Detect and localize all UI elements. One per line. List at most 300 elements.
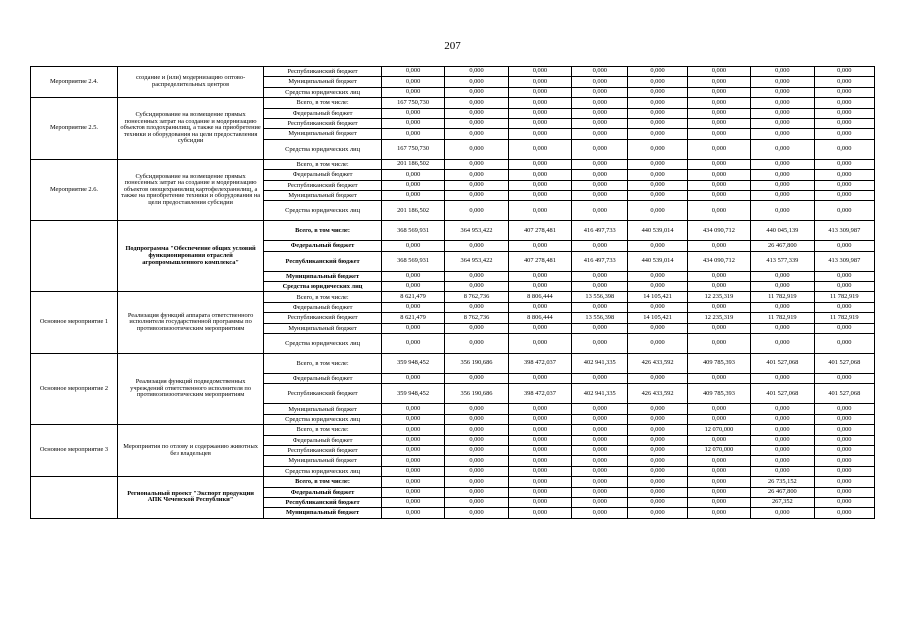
- amount-cell: 0,000: [814, 487, 874, 497]
- funding-source-cell: Федеральный бюджет: [264, 108, 382, 118]
- amount-cell: 0,000: [445, 497, 508, 507]
- amount-cell: 359 948,452: [381, 384, 444, 404]
- table-row: [31, 67, 875, 77]
- event-name-cell: Мероприятие 2.5.: [31, 98, 118, 160]
- amount-cell: 0,000: [445, 487, 508, 497]
- funding-source-cell: Средства юридических лиц: [264, 466, 382, 476]
- amount-cell: 0,000: [628, 425, 687, 435]
- amount-cell: 0,000: [508, 180, 571, 190]
- funding-source-cell: Всего, в том числе:: [264, 425, 382, 435]
- amount-cell: 0,000: [508, 190, 571, 200]
- amount-cell: 0,000: [381, 508, 444, 518]
- amount-cell: 0,000: [381, 282, 444, 292]
- amount-cell: 0,000: [445, 77, 508, 87]
- amount-cell: 0,000: [445, 98, 508, 108]
- amount-cell: 0,000: [381, 323, 444, 333]
- amount-cell: 0,000: [445, 456, 508, 466]
- amount-cell: 0,000: [381, 414, 444, 424]
- amount-cell: 0,000: [508, 487, 571, 497]
- amount-cell: 0,000: [687, 129, 750, 139]
- amount-cell: 0,000: [814, 139, 874, 159]
- amount-cell: 434 090,712: [687, 221, 750, 241]
- budget-table: [30, 66, 875, 519]
- amount-cell: 11 782,919: [814, 313, 874, 323]
- amount-cell: 0,000: [628, 98, 687, 108]
- amount-cell: 0,000: [508, 87, 571, 97]
- amount-cell: 0,000: [687, 456, 750, 466]
- funding-source-cell: Республиканский бюджет: [264, 313, 382, 323]
- amount-cell: 0,000: [445, 334, 508, 354]
- amount-cell: 0,000: [814, 374, 874, 384]
- amount-cell: 0,000: [687, 508, 750, 518]
- amount-cell: 0,000: [814, 497, 874, 507]
- amount-cell: 0,000: [751, 108, 814, 118]
- funding-source-cell: Всего, в том числе:: [264, 354, 382, 374]
- amount-cell: 409 785,393: [687, 384, 750, 404]
- amount-cell: 0,000: [751, 414, 814, 424]
- amount-cell: 0,000: [751, 302, 814, 312]
- amount-cell: 0,000: [572, 456, 628, 466]
- amount-cell: 0,000: [814, 87, 874, 97]
- amount-cell: 0,000: [381, 180, 444, 190]
- amount-cell: 11 782,919: [751, 313, 814, 323]
- amount-cell: 0,000: [687, 466, 750, 476]
- amount-cell: 0,000: [814, 425, 874, 435]
- amount-cell: 0,000: [628, 170, 687, 180]
- amount-cell: 267,352: [751, 497, 814, 507]
- amount-cell: 401 527,068: [814, 384, 874, 404]
- amount-cell: 401 527,068: [751, 354, 814, 374]
- amount-cell: 0,000: [687, 201, 750, 221]
- amount-cell: 0,000: [445, 139, 508, 159]
- amount-cell: 26 467,800: [751, 487, 814, 497]
- funding-source-cell: Республиканский бюджет: [264, 180, 382, 190]
- funding-source-cell: Муниципальный бюджет: [264, 77, 382, 87]
- amount-cell: 14 105,421: [628, 292, 687, 302]
- amount-cell: 409 785,393: [687, 354, 750, 374]
- amount-cell: 0,000: [628, 190, 687, 200]
- funding-source-cell: Республиканский бюджет: [264, 497, 382, 507]
- amount-cell: 0,000: [572, 241, 628, 251]
- amount-cell: 0,000: [508, 139, 571, 159]
- amount-cell: 0,000: [381, 456, 444, 466]
- amount-cell: 0,000: [572, 435, 628, 445]
- amount-cell: 0,000: [628, 323, 687, 333]
- amount-cell: 0,000: [572, 271, 628, 281]
- amount-cell: 0,000: [508, 477, 571, 487]
- amount-cell: 0,000: [687, 118, 750, 128]
- amount-cell: 434 090,712: [687, 251, 750, 271]
- amount-cell: 0,000: [687, 67, 750, 77]
- amount-cell: 440 045,139: [751, 221, 814, 241]
- amount-cell: 0,000: [628, 282, 687, 292]
- amount-cell: 0,000: [572, 414, 628, 424]
- amount-cell: 0,000: [687, 139, 750, 159]
- amount-cell: 8 806,444: [508, 313, 571, 323]
- amount-cell: 0,000: [687, 77, 750, 87]
- amount-cell: 0,000: [628, 497, 687, 507]
- amount-cell: 0,000: [628, 241, 687, 251]
- amount-cell: 402 941,335: [572, 354, 628, 374]
- amount-cell: 401 527,068: [751, 384, 814, 404]
- funding-source-cell: Федеральный бюджет: [264, 374, 382, 384]
- amount-cell: 0,000: [814, 302, 874, 312]
- amount-cell: 0,000: [814, 435, 874, 445]
- amount-cell: 0,000: [814, 201, 874, 221]
- amount-cell: 0,000: [508, 445, 571, 455]
- event-name-cell: Мероприятие 2.6.: [31, 159, 118, 221]
- amount-cell: 0,000: [751, 190, 814, 200]
- amount-cell: 0,000: [381, 477, 444, 487]
- amount-cell: 0,000: [572, 487, 628, 497]
- funding-source-cell: Всего, в том числе:: [264, 221, 382, 241]
- amount-cell: 0,000: [508, 67, 571, 77]
- amount-cell: 0,000: [508, 414, 571, 424]
- amount-cell: 0,000: [687, 108, 750, 118]
- amount-cell: 0,000: [508, 508, 571, 518]
- funding-source-cell: Муниципальный бюджет: [264, 190, 382, 200]
- amount-cell: 11 782,919: [751, 292, 814, 302]
- table-row: [31, 159, 875, 169]
- amount-cell: 0,000: [508, 334, 571, 354]
- amount-cell: 0,000: [572, 445, 628, 455]
- amount-cell: 0,000: [687, 159, 750, 169]
- amount-cell: 402 941,335: [572, 384, 628, 404]
- amount-cell: 0,000: [381, 374, 444, 384]
- amount-cell: 0,000: [628, 477, 687, 487]
- amount-cell: 0,000: [628, 118, 687, 128]
- event-name-cell: [31, 477, 118, 519]
- amount-cell: 0,000: [628, 435, 687, 445]
- amount-cell: 12 070,000: [687, 445, 750, 455]
- amount-cell: 0,000: [751, 201, 814, 221]
- amount-cell: 0,000: [687, 323, 750, 333]
- amount-cell: 0,000: [687, 497, 750, 507]
- amount-cell: 8 621,479: [381, 313, 444, 323]
- amount-cell: 0,000: [572, 374, 628, 384]
- amount-cell: 0,000: [687, 302, 750, 312]
- amount-cell: 0,000: [445, 67, 508, 77]
- amount-cell: 0,000: [628, 159, 687, 169]
- amount-cell: 0,000: [814, 98, 874, 108]
- amount-cell: 0,000: [381, 118, 444, 128]
- amount-cell: 0,000: [751, 98, 814, 108]
- amount-cell: 167 750,730: [381, 139, 444, 159]
- amount-cell: 201 186,502: [381, 201, 444, 221]
- amount-cell: 0,000: [814, 445, 874, 455]
- amount-cell: 0,000: [572, 404, 628, 414]
- amount-cell: 0,000: [445, 302, 508, 312]
- amount-cell: 356 190,686: [445, 384, 508, 404]
- amount-cell: 0,000: [508, 159, 571, 169]
- table-row: [31, 425, 875, 435]
- amount-cell: 0,000: [445, 190, 508, 200]
- amount-cell: 0,000: [572, 118, 628, 128]
- amount-cell: 0,000: [751, 466, 814, 476]
- amount-cell: 0,000: [687, 271, 750, 281]
- amount-cell: 0,000: [628, 404, 687, 414]
- amount-cell: 167 750,730: [381, 98, 444, 108]
- funding-source-cell: Всего, в том числе:: [264, 98, 382, 108]
- amount-cell: 0,000: [751, 77, 814, 87]
- amount-cell: 0,000: [445, 159, 508, 169]
- amount-cell: 440 539,014: [628, 221, 687, 241]
- funding-source-cell: Муниципальный бюджет: [264, 271, 382, 281]
- amount-cell: 0,000: [628, 77, 687, 87]
- amount-cell: 0,000: [751, 374, 814, 384]
- amount-cell: 11 782,919: [814, 292, 874, 302]
- amount-cell: 0,000: [445, 466, 508, 476]
- table-row: [31, 98, 875, 108]
- amount-cell: 0,000: [751, 435, 814, 445]
- amount-cell: 12 070,000: [687, 425, 750, 435]
- amount-cell: 356 190,686: [445, 354, 508, 374]
- amount-cell: 440 539,014: [628, 251, 687, 271]
- amount-cell: 0,000: [814, 477, 874, 487]
- funding-source-cell: Муниципальный бюджет: [264, 404, 382, 414]
- amount-cell: 0,000: [445, 87, 508, 97]
- amount-cell: 0,000: [572, 159, 628, 169]
- amount-cell: 0,000: [508, 98, 571, 108]
- amount-cell: 0,000: [628, 414, 687, 424]
- amount-cell: 0,000: [508, 466, 571, 476]
- amount-cell: 0,000: [687, 435, 750, 445]
- amount-cell: 0,000: [572, 190, 628, 200]
- funding-source-cell: Муниципальный бюджет: [264, 508, 382, 518]
- amount-cell: 0,000: [628, 87, 687, 97]
- funding-source-cell: Средства юридических лиц: [264, 414, 382, 424]
- amount-cell: 0,000: [814, 129, 874, 139]
- amount-cell: 13 556,398: [572, 292, 628, 302]
- amount-cell: 0,000: [572, 87, 628, 97]
- amount-cell: 0,000: [445, 241, 508, 251]
- amount-cell: 398 472,037: [508, 384, 571, 404]
- amount-cell: 0,000: [687, 374, 750, 384]
- amount-cell: 13 556,398: [572, 313, 628, 323]
- amount-cell: 0,000: [751, 129, 814, 139]
- amount-cell: 0,000: [814, 118, 874, 128]
- funding-source-cell: Федеральный бюджет: [264, 487, 382, 497]
- amount-cell: 0,000: [381, 435, 444, 445]
- amount-cell: 0,000: [814, 170, 874, 180]
- event-description-cell: Реализация функций подведомственных учреждений ответственного исполнителя по противоэпизоотическим мероприятиям: [117, 354, 263, 425]
- amount-cell: 0,000: [445, 180, 508, 190]
- funding-source-cell: Всего, в том числе:: [264, 477, 382, 487]
- amount-cell: 0,000: [628, 180, 687, 190]
- amount-cell: 0,000: [572, 282, 628, 292]
- amount-cell: 426 433,592: [628, 384, 687, 404]
- amount-cell: 0,000: [508, 201, 571, 221]
- funding-source-cell: Средства юридических лиц: [264, 201, 382, 221]
- amount-cell: 8 762,736: [445, 292, 508, 302]
- amount-cell: 0,000: [628, 508, 687, 518]
- amount-cell: 0,000: [445, 404, 508, 414]
- amount-cell: 0,000: [381, 129, 444, 139]
- amount-cell: 14 105,421: [628, 313, 687, 323]
- amount-cell: 12 235,319: [687, 313, 750, 323]
- amount-cell: 0,000: [814, 271, 874, 281]
- amount-cell: 0,000: [628, 456, 687, 466]
- amount-cell: 0,000: [572, 302, 628, 312]
- table-row: [31, 221, 875, 241]
- amount-cell: 0,000: [687, 98, 750, 108]
- amount-cell: 0,000: [751, 87, 814, 97]
- funding-source-cell: Всего, в том числе:: [264, 292, 382, 302]
- amount-cell: 413 577,339: [751, 251, 814, 271]
- funding-source-cell: Муниципальный бюджет: [264, 129, 382, 139]
- amount-cell: 0,000: [445, 170, 508, 180]
- amount-cell: 0,000: [814, 414, 874, 424]
- amount-cell: 0,000: [751, 425, 814, 435]
- amount-cell: 0,000: [628, 139, 687, 159]
- amount-cell: 0,000: [445, 201, 508, 221]
- amount-cell: 0,000: [572, 334, 628, 354]
- amount-cell: 0,000: [381, 170, 444, 180]
- amount-cell: 0,000: [687, 414, 750, 424]
- amount-cell: 0,000: [628, 374, 687, 384]
- amount-cell: 359 948,452: [381, 354, 444, 374]
- amount-cell: 0,000: [628, 201, 687, 221]
- amount-cell: 0,000: [572, 425, 628, 435]
- funding-source-cell: Федеральный бюджет: [264, 435, 382, 445]
- funding-source-cell: Средства юридических лиц: [264, 334, 382, 354]
- amount-cell: 0,000: [687, 180, 750, 190]
- amount-cell: 0,000: [751, 445, 814, 455]
- amount-cell: 0,000: [572, 497, 628, 507]
- funding-source-cell: Федеральный бюджет: [264, 302, 382, 312]
- amount-cell: 0,000: [814, 67, 874, 77]
- amount-cell: 0,000: [572, 67, 628, 77]
- amount-cell: 0,000: [508, 77, 571, 87]
- amount-cell: 0,000: [508, 374, 571, 384]
- amount-cell: 0,000: [687, 404, 750, 414]
- funding-source-cell: Средства юридических лиц: [264, 87, 382, 97]
- amount-cell: 0,000: [381, 334, 444, 354]
- amount-cell: 0,000: [572, 129, 628, 139]
- amount-cell: 0,000: [814, 77, 874, 87]
- funding-source-cell: Республиканский бюджет: [264, 67, 382, 77]
- amount-cell: 0,000: [572, 180, 628, 190]
- amount-cell: 0,000: [628, 108, 687, 118]
- funding-source-cell: Муниципальный бюджет: [264, 323, 382, 333]
- page-number: 207: [444, 40, 461, 52]
- amount-cell: 0,000: [687, 190, 750, 200]
- amount-cell: 407 278,481: [508, 221, 571, 241]
- amount-cell: 0,000: [445, 414, 508, 424]
- amount-cell: 0,000: [572, 77, 628, 87]
- amount-cell: 0,000: [381, 302, 444, 312]
- amount-cell: 0,000: [814, 404, 874, 414]
- amount-cell: 0,000: [508, 282, 571, 292]
- amount-cell: 0,000: [628, 487, 687, 497]
- amount-cell: 0,000: [381, 404, 444, 414]
- amount-cell: 0,000: [751, 508, 814, 518]
- amount-cell: 0,000: [687, 282, 750, 292]
- amount-cell: 0,000: [687, 87, 750, 97]
- amount-cell: 0,000: [814, 180, 874, 190]
- event-description-cell: создание и (или) модернизацию оптово-распределительных центров: [117, 67, 263, 98]
- table-row: [31, 477, 875, 487]
- amount-cell: 0,000: [751, 323, 814, 333]
- amount-cell: 0,000: [445, 508, 508, 518]
- amount-cell: 0,000: [572, 170, 628, 180]
- amount-cell: 0,000: [751, 118, 814, 128]
- amount-cell: 0,000: [508, 497, 571, 507]
- amount-cell: 201 186,502: [381, 159, 444, 169]
- amount-cell: 0,000: [814, 190, 874, 200]
- amount-cell: 0,000: [381, 497, 444, 507]
- amount-cell: 0,000: [814, 456, 874, 466]
- amount-cell: 0,000: [814, 159, 874, 169]
- amount-cell: 0,000: [508, 425, 571, 435]
- amount-cell: 0,000: [751, 271, 814, 281]
- table-row: [31, 292, 875, 302]
- amount-cell: 0,000: [687, 477, 750, 487]
- amount-cell: 0,000: [751, 159, 814, 169]
- amount-cell: 26 735,152: [751, 477, 814, 487]
- amount-cell: 0,000: [508, 456, 571, 466]
- event-description-cell: Реализация функций аппарата ответственного исполнителя государственной программы по противоэпизоотическим мероприятиям: [117, 292, 263, 354]
- funding-source-cell: Средства юридических лиц: [264, 139, 382, 159]
- amount-cell: 0,000: [628, 129, 687, 139]
- amount-cell: 416 497,733: [572, 221, 628, 241]
- amount-cell: 0,000: [381, 87, 444, 97]
- amount-cell: 0,000: [751, 139, 814, 159]
- amount-cell: 0,000: [445, 477, 508, 487]
- amount-cell: 413 309,987: [814, 251, 874, 271]
- amount-cell: 0,000: [687, 334, 750, 354]
- event-name-cell: Основное мероприятие 2: [31, 354, 118, 425]
- event-description-cell: Субсидирование на возмещение прямых понесенных затрат на создание и модернизацию объектов плодохранилищ, а также на приобретение техники и оборудования на цели предоставления субсидии: [117, 98, 263, 160]
- table-row: [31, 354, 875, 374]
- amount-cell: 0,000: [445, 282, 508, 292]
- amount-cell: 0,000: [508, 118, 571, 128]
- amount-cell: 0,000: [628, 271, 687, 281]
- amount-cell: 401 527,068: [814, 354, 874, 374]
- amount-cell: 426 433,592: [628, 354, 687, 374]
- amount-cell: 0,000: [751, 180, 814, 190]
- amount-cell: 0,000: [687, 487, 750, 497]
- funding-source-cell: Республиканский бюджет: [264, 384, 382, 404]
- amount-cell: 0,000: [687, 170, 750, 180]
- amount-cell: 0,000: [751, 334, 814, 354]
- amount-cell: 0,000: [814, 241, 874, 251]
- amount-cell: 0,000: [381, 466, 444, 476]
- amount-cell: 413 309,987: [814, 221, 874, 241]
- amount-cell: 0,000: [508, 170, 571, 180]
- amount-cell: 0,000: [508, 302, 571, 312]
- amount-cell: 0,000: [751, 170, 814, 180]
- funding-source-cell: Федеральный бюджет: [264, 170, 382, 180]
- funding-source-cell: Средства юридических лиц: [264, 282, 382, 292]
- amount-cell: 0,000: [445, 435, 508, 445]
- funding-source-cell: Республиканский бюджет: [264, 118, 382, 128]
- funding-source-cell: Республиканский бюджет: [264, 251, 382, 271]
- event-description-cell: Мероприятия по отлову и содержанию животных без владельцев: [117, 425, 263, 477]
- amount-cell: 0,000: [445, 118, 508, 128]
- amount-cell: 364 953,422: [445, 251, 508, 271]
- amount-cell: 0,000: [814, 508, 874, 518]
- amount-cell: 0,000: [381, 271, 444, 281]
- amount-cell: 0,000: [814, 323, 874, 333]
- event-name-cell: Основное мероприятие 1: [31, 292, 118, 354]
- amount-cell: 0,000: [508, 129, 571, 139]
- amount-cell: 0,000: [572, 466, 628, 476]
- amount-cell: 0,000: [572, 201, 628, 221]
- amount-cell: 8 621,479: [381, 292, 444, 302]
- amount-cell: 0,000: [445, 108, 508, 118]
- amount-cell: 0,000: [508, 404, 571, 414]
